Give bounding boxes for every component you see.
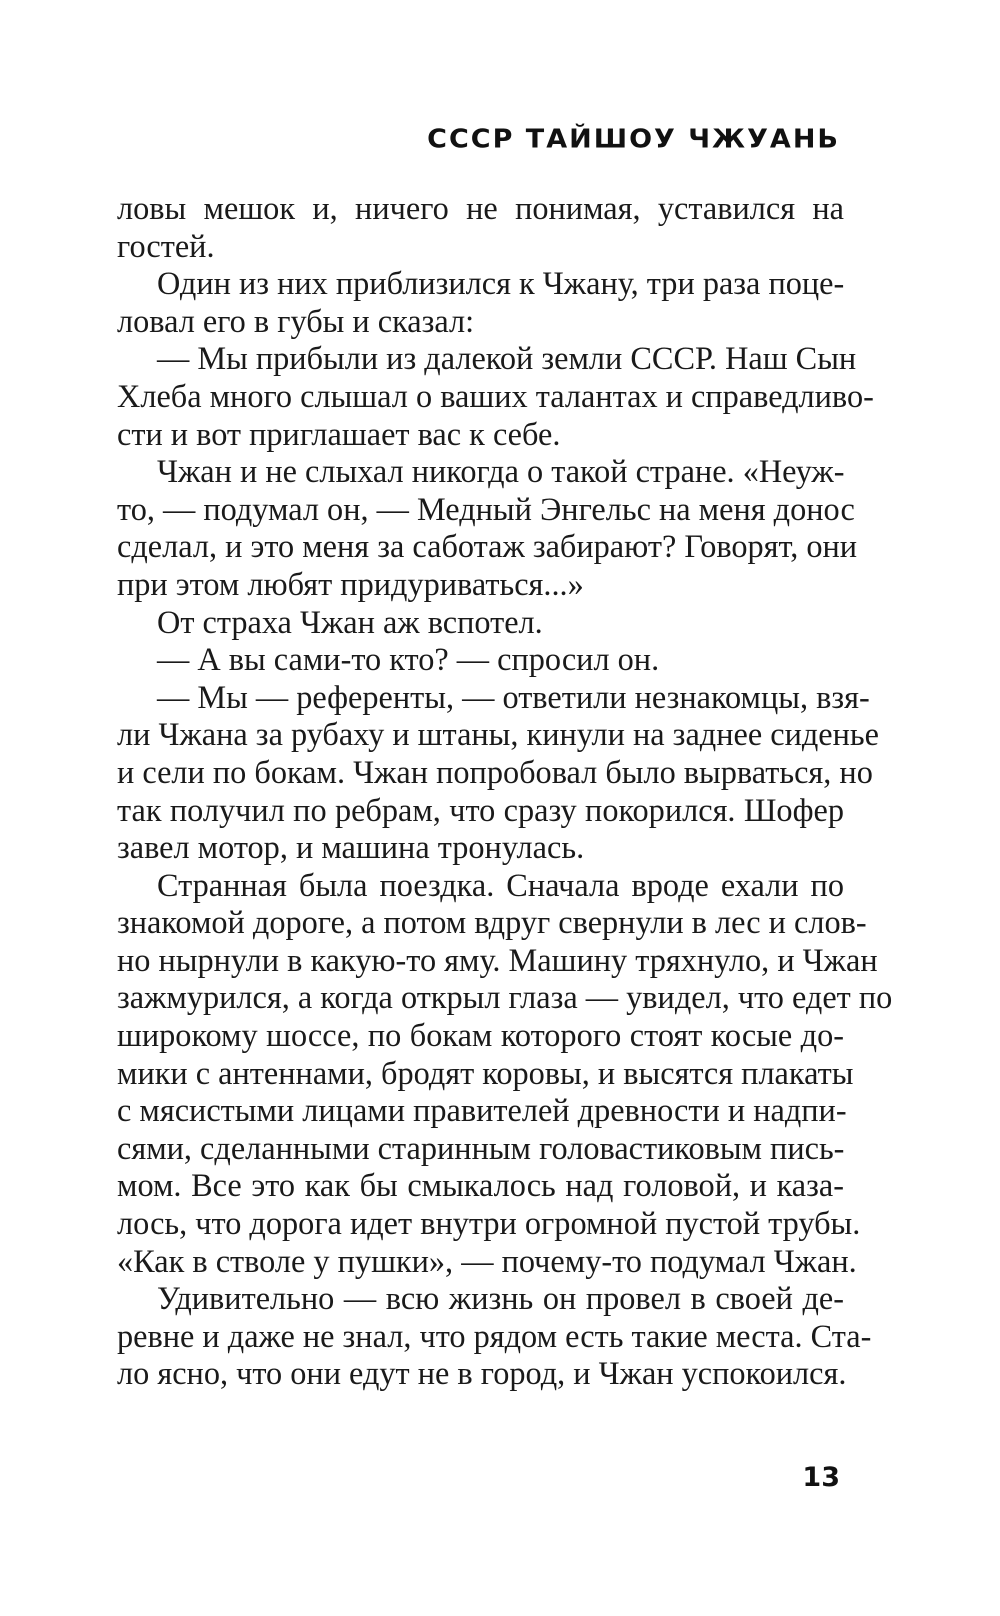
text-line: так получил по ребрам, что сразу покорился. Шофер [117,791,844,828]
text-line: гостей. [117,227,215,264]
text-line: то, — подумал он, — Медный Энгельс на меня донос [117,490,855,527]
text-line: сделал, и это меня за саботаж забирают? Говорят, они [117,528,858,565]
text-line: От страха Чжан аж вспотел. [157,603,543,640]
text-line: при этом любят придуриваться...» [117,565,584,602]
text-line: Один из них приблизился к Чжану, три раза поце- [157,265,845,302]
text-line: сями, сделанными старинным головастиковым пись- [117,1129,845,1166]
text-line: Чжан и не слыхал никогда о такой стране. «Неуж- [157,453,845,490]
text-line: лось, что дорога идет внутри огромной пустой трубы. [117,1205,861,1242]
body-text [117,190,893,1393]
text-line: — Мы — референты, — ответили незнакомцы, взя- [157,678,870,715]
text-line: мом. Все это как бы смыкалось над головой, и каза- [117,1167,844,1204]
text-line: Странная была поездка. Сначала вроде ехали по [157,866,844,903]
text-line: ловал его в губы и сказал: [117,302,475,339]
text-line: Удивительно — всю жизнь он провел в своей де- [157,1280,844,1317]
text-line: и сели по бокам. Чжан попробовал было вырваться, но [117,753,873,790]
text-line: ло ясно, что они едут не в город, и Чжан успокоился. [117,1355,847,1392]
text-line: зажмурился, а когда открыл глаза — увидел, что едет по [117,979,893,1016]
text-line: знакомой дороге, а потом вдруг свернули в лес и слов- [117,904,867,941]
text-line: ловы мешок и, ничего не понимая, уставился на [117,190,844,226]
text-line: «Как в стволе у пушки», — почему-то подумал Чжан. [117,1242,857,1279]
running-title: СССР ТАЙШОУ ЧЖУАНЬ [427,124,840,155]
text-line: завел мотор, и машина тронулась. [117,829,585,866]
text-line: сти и вот приглашает вас к себе. [117,415,561,452]
text-line: мики с антеннами, бродят коровы, и высятся плакаты [117,1054,854,1091]
text-line: с мясистыми лицами правителей древности и надпи- [117,1092,847,1129]
text-line: ли Чжана за рубаху и штаны, кинули на заднее сиденье [117,716,879,753]
text-line: широкому шоссе, по бокам которого стоят косые до- [117,1017,844,1054]
page-number: 13 [802,1462,840,1493]
text-line: Хлеба много слышал о ваших талантах и справедливо- [117,377,874,414]
text-line: — А вы сами-то кто? — спросил он. [157,641,660,678]
text-line: — Мы прибыли из далекой земли СССР. Наш Сын [157,340,857,377]
text-line: ревне и даже не знал, что рядом есть такие места. Ста- [117,1317,872,1354]
text-line: но нырнули в какую-то яму. Машину тряхнуло, и Чжан [117,941,878,978]
